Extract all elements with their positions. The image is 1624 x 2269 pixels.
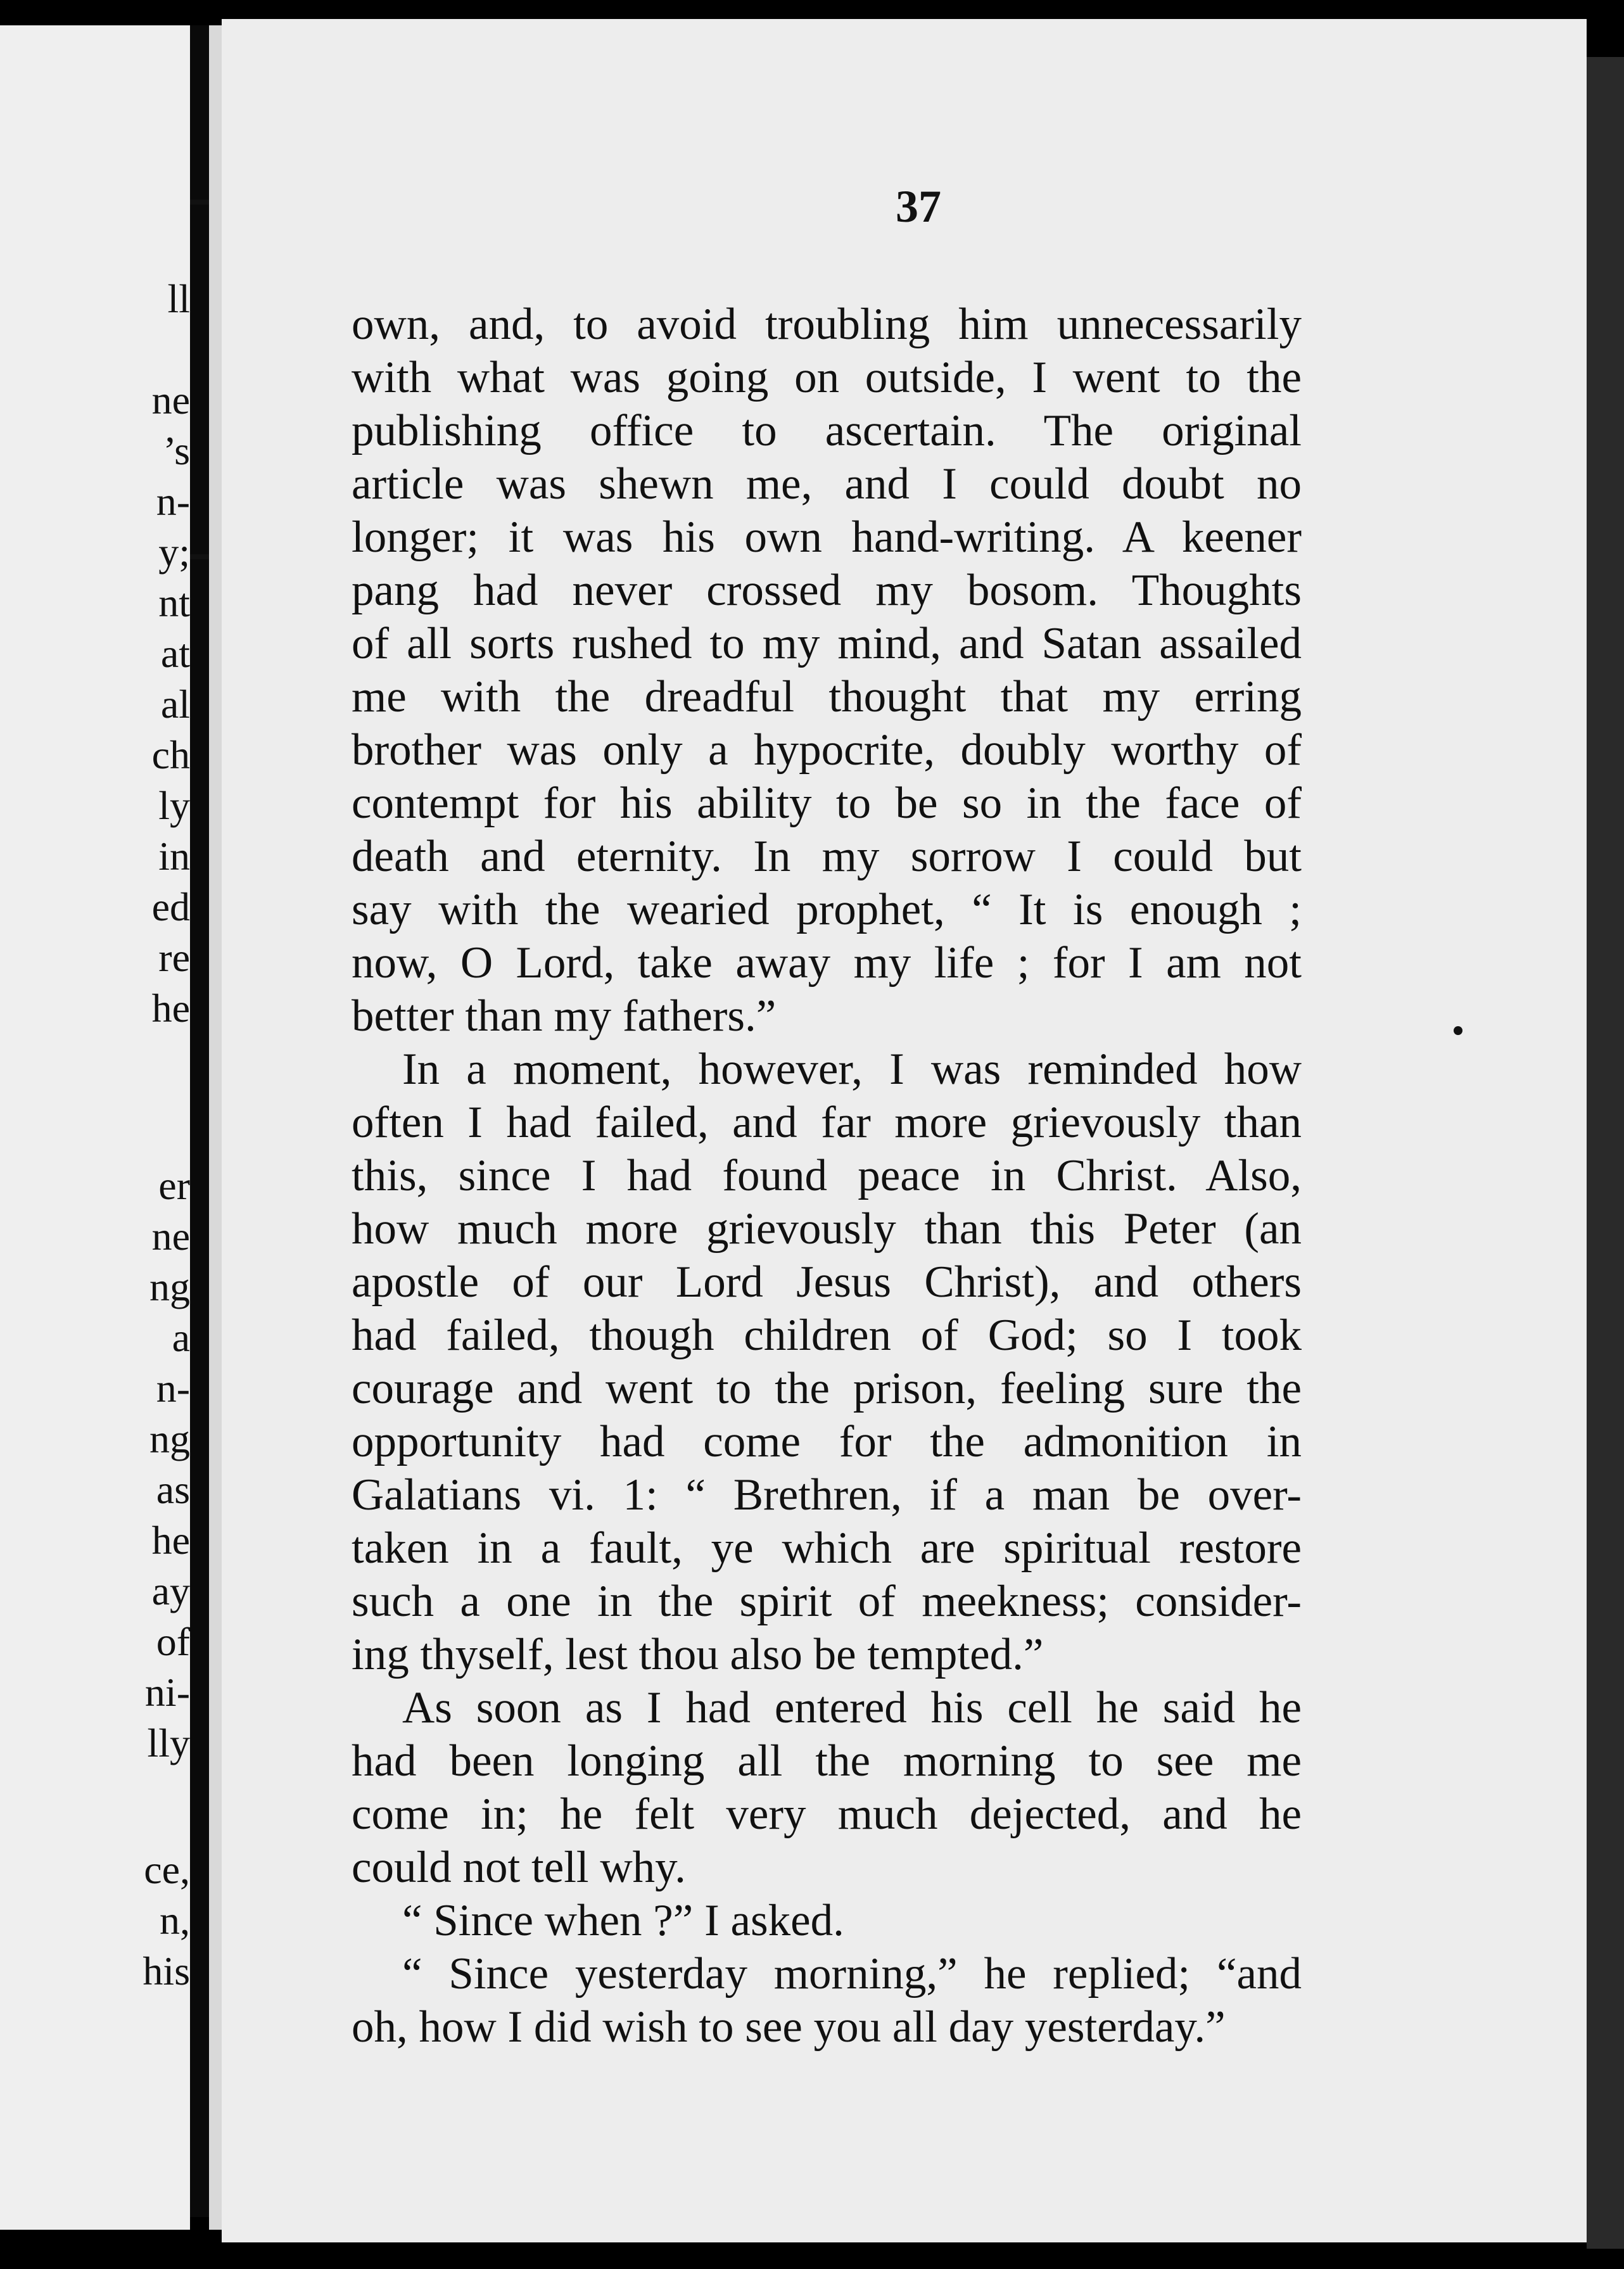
body-text [352, 298, 1302, 2054]
left-fragment: ng [149, 1264, 190, 1309]
text-line: taken in a fault, ye which are spiritual restore [352, 1523, 1302, 1573]
left-page-fragment [0, 25, 190, 2230]
left-fragment: n, [160, 1898, 190, 1943]
gutter [209, 25, 222, 2230]
text-line: death and eternity. In my sorrow I could but [352, 832, 1302, 881]
text-line: own, and, to avoid troubling him unnecessarily [352, 300, 1302, 349]
text-line: how much more grievously than this Peter (an [352, 1204, 1302, 1254]
left-fragment: as [156, 1467, 190, 1512]
text-line: of all sorts rushed to my mind, and Satan assailed [352, 619, 1302, 668]
margin-dot [1454, 1026, 1462, 1035]
left-fragment: n- [156, 479, 190, 524]
text-line: courage and went to the prison, feeling sure the [352, 1364, 1302, 1413]
left-fragment: al [160, 682, 190, 727]
left-fragment: re [158, 935, 190, 980]
left-fragment: his [143, 1948, 190, 1993]
book-page [222, 19, 1587, 2242]
text-line: oh, how I did wish to see you all day yesterday.” [352, 2002, 1226, 2052]
left-fragment: of [156, 1619, 190, 1664]
page-edge [1587, 57, 1624, 2249]
page-number: 37 [896, 181, 941, 232]
book-spine [190, 25, 209, 2217]
text-line: with what was going on outside, I went to the [352, 353, 1302, 402]
text-line: publishing office to ascertain. The original [352, 406, 1302, 455]
text-line: contempt for his ability to be so in the face of [352, 779, 1302, 828]
text-line: In a moment, however, I was reminded how [402, 1045, 1302, 1094]
left-fragment: ed [151, 884, 190, 929]
text-line: As soon as I had entered his cell he said he [402, 1683, 1302, 1732]
left-fragment: ch [151, 732, 190, 777]
left-fragment: a [172, 1315, 190, 1360]
left-fragment: er [158, 1163, 190, 1208]
left-fragment: y; [158, 530, 190, 575]
text-line: pang had never crossed my bosom. Thoughts [352, 566, 1302, 615]
left-fragment: ne [151, 1214, 190, 1259]
text-line: opportunity had come for the admonition in [352, 1417, 1302, 1466]
text-line: ing thyself, lest thou also be tempted.” [352, 1630, 1044, 1679]
left-fragment: ni- [144, 1670, 190, 1715]
left-fragment: nt [158, 580, 190, 625]
left-fragment: ay [151, 1568, 190, 1613]
left-fragment: ’s [163, 428, 190, 473]
text-line: come in; he felt very much dejected, and he [352, 1789, 1302, 1839]
text-line: article was shewn me, and I could doubt no [352, 459, 1302, 509]
left-fragment: lly [147, 1720, 190, 1765]
text-line: “ Since when ?” I asked. [402, 1896, 844, 1945]
text-line: often I had failed, and far more grievously than [352, 1098, 1302, 1147]
left-fragment: ne [151, 378, 190, 423]
left-fragment: n- [156, 1366, 190, 1411]
left-fragment: ce, [144, 1847, 190, 1892]
text-line: this, since I had found peace in Christ. Also, [352, 1151, 1302, 1200]
text-line: apostle of our Lord Jesus Christ), and others [352, 1257, 1302, 1307]
text-line: “ Since yesterday morning,” he replied; “and [402, 1949, 1302, 1999]
text-line: brother was only a hypocrite, doubly worthy of [352, 725, 1302, 775]
left-fragment: ng [149, 1416, 190, 1461]
left-fragment: in [158, 834, 190, 879]
text-line: say with the wearied prophet, “ It is enough ; [352, 885, 1302, 934]
text-line: had been longing all the morning to see me [352, 1736, 1302, 1786]
text-line: longer; it was his own hand-writing. A keener [352, 512, 1302, 562]
left-fragment: at [160, 631, 190, 676]
left-fragment: he [151, 1518, 190, 1563]
text-line: better than my fathers.” [352, 991, 777, 1041]
text-line: now, O Lord, take away my life ; for I am not [352, 938, 1302, 988]
left-page-margin-text [0, 25, 190, 2230]
text-line: such a one in the spirit of meekness; consider- [352, 1577, 1302, 1626]
left-fragment: ly [158, 783, 190, 828]
text-line: me with the dreadful thought that my erring [352, 672, 1302, 721]
text-line: Galatians vi. 1: “ Brethren, if a man be over- [352, 1470, 1302, 1520]
left-fragment: ll [167, 276, 190, 321]
text-line: had failed, though children of God; so I took [352, 1311, 1302, 1360]
text-line: could not tell why. [352, 1843, 686, 1892]
left-fragment: he [151, 986, 190, 1031]
